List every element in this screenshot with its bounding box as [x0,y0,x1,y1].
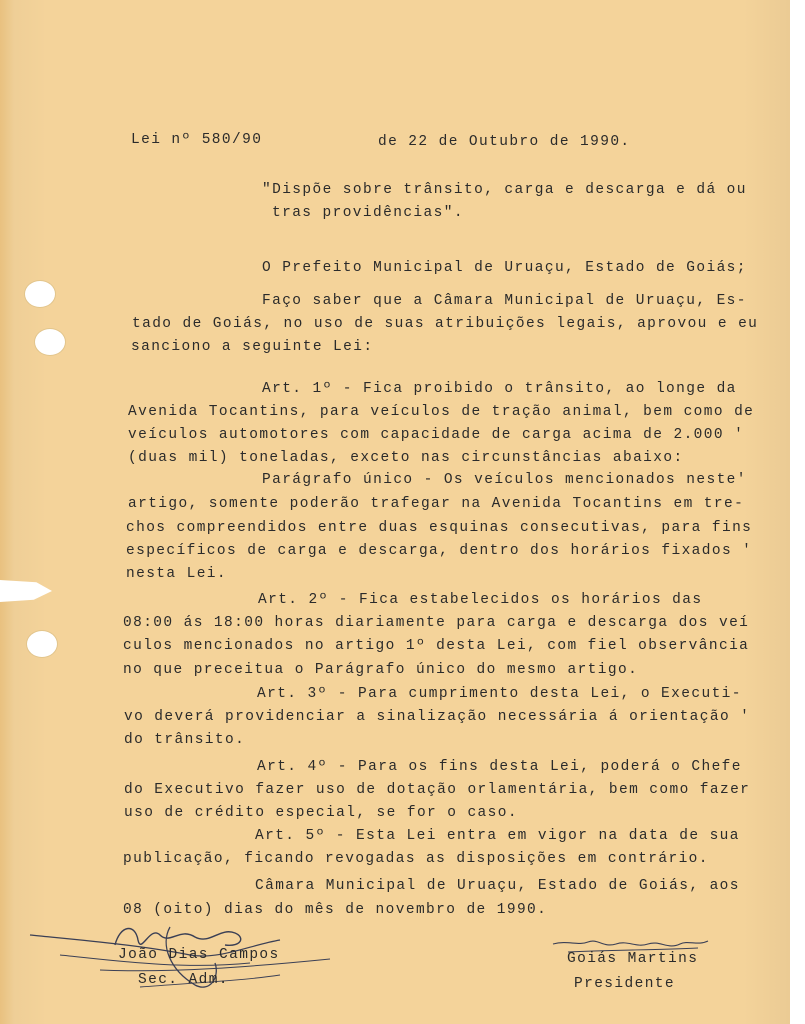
right-signatory-title: Presidente [574,976,676,992]
article-5-line: Art. 5º - Esta Lei entra em vigor na data de sua [255,828,740,844]
article-4-line: do Executivo fazer uso de dotação orlamentária, bem como fazer [124,782,751,798]
paragraph-unico-line: chos compreendidos entre duas esquinas consecutivas, para fins [126,520,753,536]
left-signatory-title: Sec. Adm. [138,972,229,988]
law-number: Lei nº 580/90 [131,132,263,148]
right-signatory-name: Goiás Martins [567,951,699,967]
page-edge-shadow [0,0,14,1024]
closing-line: Câmara Municipal de Uruaçu, Estado de Goiás, aos [255,878,740,894]
article-2-line: Art. 2º - Fica estabelecidos os horários das [258,592,703,608]
article-4-line: uso de crédito especial, se for o caso. [124,805,518,821]
paragraph-unico-line: Parágrafo único - Os veículos mencionados neste' [262,472,747,488]
article-1-line: Avenida Tocantins, para veículos de tração animal, bem como de [128,404,755,420]
article-3-line: Art. 3º - Para cumprimento desta Lei, o Executi- [257,686,742,702]
article-2-line: 08:00 ás 18:00 horas diariamente para carga e descarga dos veí [123,615,750,631]
article-1-line: (duas mil) toneladas, exceto nas circunstâncias abaixo: [128,450,684,466]
article-5-line: publicação, ficando revogadas as disposições em contrário. [123,851,709,867]
torn-edge [0,580,52,602]
preamble-line: sanciono a seguinte Lei: [131,339,374,355]
article-2-line: culos mencionados no artigo 1º desta Lei, com fiel observância [123,638,750,654]
article-4-line: Art. 4º - Para os fins desta Lei, poderá o Chefe [257,759,742,775]
article-3-line: do trânsito. [124,732,246,748]
ementa-line: "Dispõe sobre trânsito, carga e descarga e dá ou [262,182,747,198]
paragraph-unico-line: específicos de carga e descarga, dentro dos horários fixados ' [126,543,753,559]
preamble-line: Faço saber que a Câmara Municipal de Uruaçu, Es- [262,293,747,309]
left-signatory-name: João Dias Campos [118,947,280,963]
paragraph-unico-line: artigo, somente poderão trafegar na Avenida Tocantins em tre- [128,496,745,512]
punch-hole-top [24,280,56,308]
ementa-line: tras providências". [272,205,464,221]
article-3-line: vo deverá providenciar a sinalização necessária á orientação ' [124,709,751,725]
article-1-line: veículos automotores com capacidade de carga acima de 2.000 ' [128,427,745,443]
punch-hole-bottom [26,630,58,658]
punch-hole-middle [34,328,66,356]
closing-line: 08 (oito) dias do mês de novembro de 1990. [123,902,548,918]
law-date: de 22 de Outubro de 1990. [378,134,631,150]
preamble-line: tado de Goiás, no uso de suas atribuições legais, aprovou e eu [132,316,759,332]
article-1-line: Art. 1º - Fica proibido o trânsito, ao longe da [262,381,737,397]
preamble-line: O Prefeito Municipal de Uruaçu, Estado de Goiás; [262,260,747,276]
article-2-line: no que preceitua o Parágrafo único do mesmo artigo. [123,662,639,678]
paragraph-unico-line: nesta Lei. [126,566,228,582]
